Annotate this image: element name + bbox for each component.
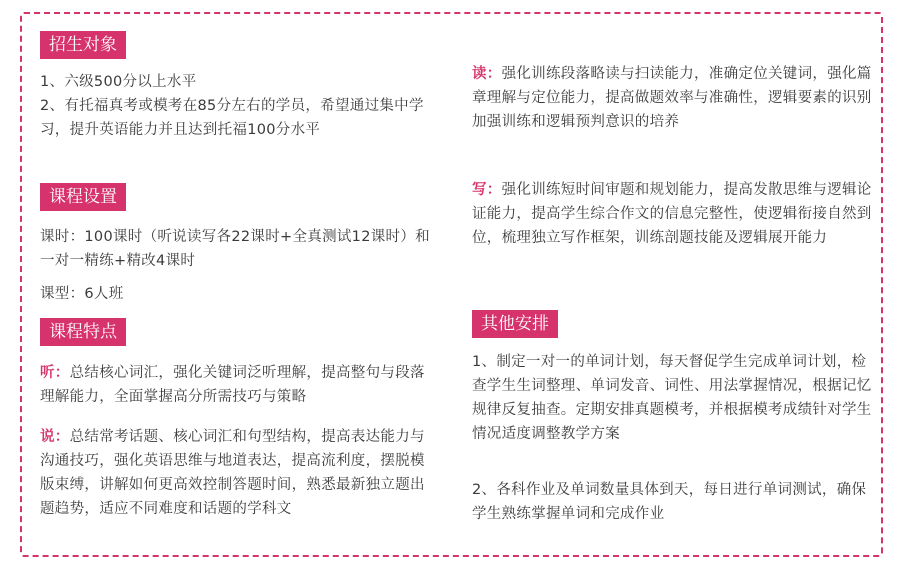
- writing-paragraph: [472, 178, 872, 250]
- other-item-2: 2、各科作业及单词数量具体到天，每日进行单词测试，确保学生熟练掌握单词和完成作业: [472, 482, 867, 522]
- reading-text: 强化训练段落略读与扫读能力，准确定位关键词，强化篇章理解与定位能力，提高做题效率与准确性，逻辑要素的识别加强训练和逻辑预判意识的培养: [472, 66, 872, 130]
- listening-text: 总结核心词汇，强化关键词泛听理解，提高整句与段落理解能力，全面掌握高分所需技巧与策略: [40, 365, 425, 405]
- course-setup-heading: 课程设置: [40, 183, 126, 211]
- speaking-text: 总结常考话题、核心词汇和句型结构，提高表达能力与沟通技巧，强化英语思维与地道表达，提高流利度，摆脱模版束缚，讲解如何更高效控制答题时间，熟悉最新独立题出题趋势，适应不同难度和话题的学科文: [40, 429, 425, 517]
- audience-item-1: 1、六级500分以上水平: [40, 74, 197, 90]
- other-heading: 其他安排: [472, 310, 558, 338]
- writing-text: 强化训练短时间审题和规划能力，提高发散思维与逻辑论证能力，提高学生综合作文的信息完整性，使逻辑衔接自然到位，梳理独立写作框架，训练剖题技能及逻辑展开能力: [472, 182, 872, 246]
- audience-item-2: 2、有托福真考或模考在85分左右的学员，希望通过集中学习，提升英语能力并且达到托福100分水平: [40, 98, 424, 138]
- speaking-key: 说：: [40, 429, 70, 445]
- course-hours: 课时：100课时（听说读写各22课时+全真测试12课时）和一对一精练+精改4课时: [40, 229, 430, 269]
- audience-heading: 招生对象: [40, 31, 126, 59]
- course-type: 课型：6人班: [40, 286, 124, 302]
- listening-key: 听：: [40, 365, 70, 381]
- other-item-1: 1、制定一对一的单词计划，每天督促学生完成单词计划，检查学生生词整理、单词发音、词性、用法掌握情况，根据记忆规律反复抽查。定期安排真题模考，并根据模考成绩针对学生情况适度调整教学方案: [472, 354, 872, 442]
- features-heading: 课程特点: [40, 318, 126, 346]
- reading-paragraph: [472, 62, 872, 134]
- listening-paragraph: [40, 361, 432, 409]
- speaking-paragraph: [40, 425, 435, 521]
- writing-key: 写：: [472, 182, 502, 198]
- reading-key: 读：: [472, 66, 502, 82]
